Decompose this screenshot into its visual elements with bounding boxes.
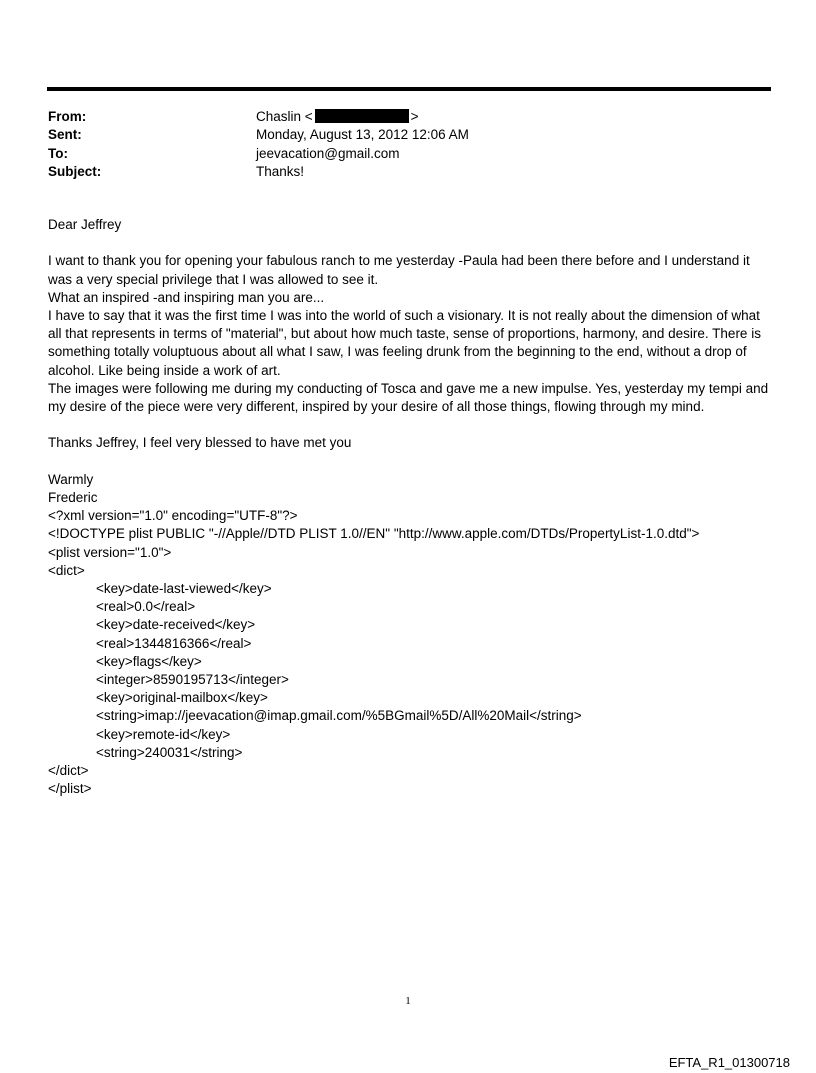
subject-label: Subject:	[48, 163, 102, 179]
to-value: jeevacation@gmail.com	[256, 145, 400, 161]
body-paragraph-1: I want to thank you for opening your fabulous ranch to me yesterday -Paula had been there before and I understand it was a very special privilege that I was allowed to see it.	[48, 253, 750, 287]
blank-line	[48, 234, 770, 252]
from-label: From:	[48, 109, 87, 124]
plist-entry: <key>date-last-viewed</key>	[96, 581, 272, 597]
plist-entry: <key>original-mailbox</key>	[96, 690, 268, 706]
page-number: 1	[405, 995, 411, 1007]
plist-doctype: <!DOCTYPE plist PUBLIC "-//Apple//DTD PLIST 1.0//EN" "http://www.apple.com/DTDs/PropertyList-1.0.dtd">	[48, 526, 700, 542]
email-header	[48, 108, 748, 181]
body-paragraph-4: The images were following me during my conducting of Tosca and gave me a new impulse. Yes, yesterday my tempi and my desire of the piece were very different, inspired by your desire of all those things, flowing through my mind.	[48, 380, 769, 415]
sent-value: Monday, August 13, 2012 12:06 AM	[256, 127, 469, 143]
plist-entry: <key>flags</key>	[96, 653, 202, 669]
plist-xml-declaration: <?xml version="1.0" encoding="UTF-8"?>	[48, 508, 298, 524]
plist-entry: <integer>8590195713</integer>	[96, 672, 289, 688]
plist-entry: <string>240031</string>	[96, 744, 243, 760]
thanks-line: Thanks Jeffrey, I feel very blessed to have met you	[48, 435, 352, 451]
greeting: Dear Jeffrey	[48, 217, 122, 232]
sent-label: Sent:	[48, 127, 82, 143]
email-body	[48, 216, 770, 798]
to-label: To:	[48, 145, 68, 161]
signature: Frederic	[48, 490, 98, 505]
plist-entry: <real>0.0</real>	[96, 599, 196, 615]
plist-entry: <key>remote-id</key>	[96, 726, 231, 742]
body-paragraph-3: I have to say that it was the first time I was into the world of such a visionary. It is not really about the dimension of what all that represents in terms of "material", but about how much taste, sense of proportions, harmony, and desire. There is something totally voluptuous about all what I saw, I was feeling drunk from the beginning to the end, without a drop of alcohol. Like being inside a work of art.	[48, 308, 761, 378]
plist-entry: <key>date-received</key>	[96, 617, 256, 633]
from-name: Chaslin <	[256, 109, 313, 124]
from-value	[256, 108, 419, 126]
blank-line	[48, 416, 770, 434]
closing: Warmly	[48, 471, 94, 487]
from-close: >	[410, 109, 419, 124]
redaction-box	[315, 109, 409, 123]
plist-entry: <real>1344816366</real>	[96, 635, 252, 651]
from-row	[48, 108, 748, 126]
dict-open-tag: <dict>	[48, 562, 85, 578]
subject-value: Thanks!	[256, 163, 305, 179]
subject-row	[48, 163, 748, 181]
plist-open-tag: <plist version="1.0">	[48, 544, 172, 560]
dict-close-tag: </dict>	[48, 763, 89, 779]
blank-line	[48, 453, 770, 471]
body-paragraph-2: What an inspired -and inspiring man you are...	[48, 289, 325, 305]
header-rule	[47, 87, 771, 91]
plist-close-tag: </plist>	[48, 781, 92, 797]
plist-entry: <string>imap://jeevacation@imap.gmail.com/%5BGmail%5D/All%20Mail</string>	[96, 708, 582, 724]
sent-row	[48, 126, 748, 144]
to-row	[48, 145, 748, 163]
bates-number: EFTA_R1_01300718	[668, 1055, 790, 1070]
